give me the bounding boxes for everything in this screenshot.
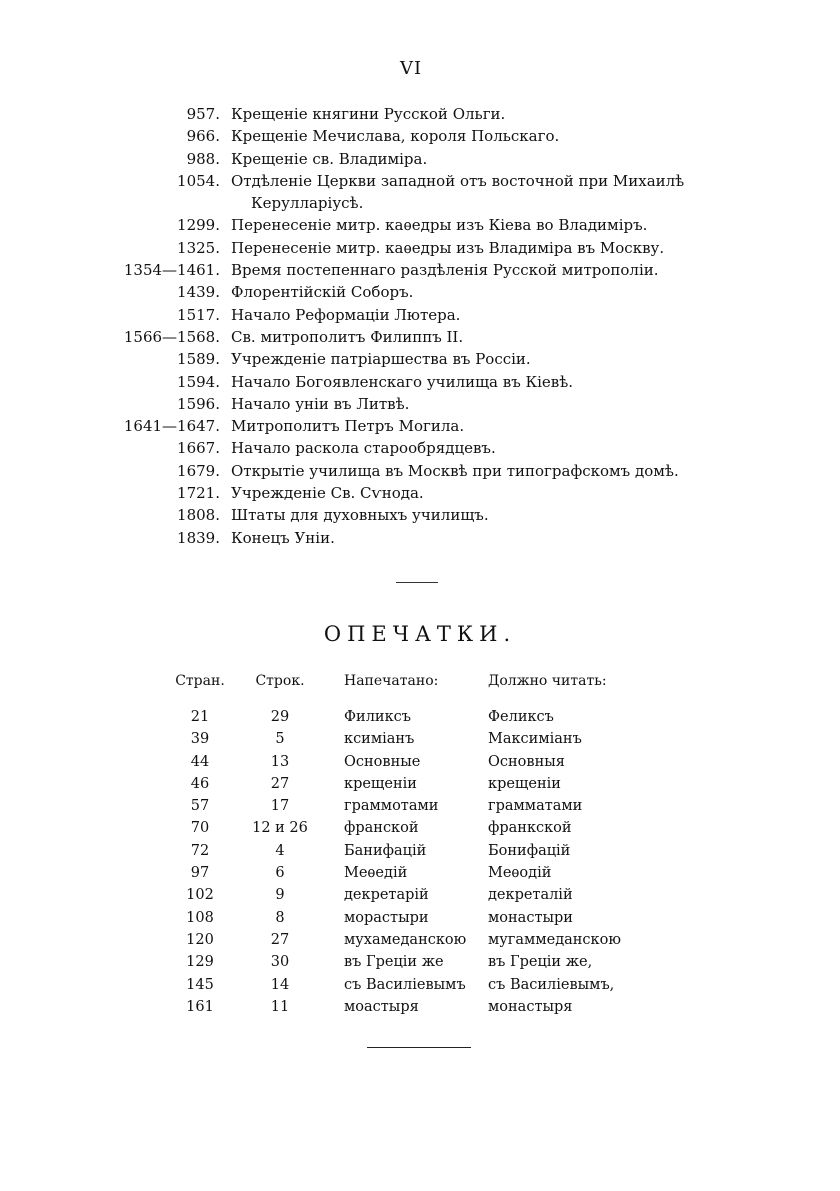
chronology-text: Начало уніи въ Литвѣ. [231, 394, 410, 413]
chronology-text: Время постепеннаго раздѣленія Русской митрополіи. [231, 261, 659, 280]
cell-printed: морастыри [344, 909, 429, 926]
table-row [0, 773, 840, 795]
header-correct: Должно читать: [488, 673, 607, 689]
chronology-text: Крещеніе св. Владиміра. [231, 149, 428, 168]
cell-printed: Основные [344, 753, 421, 770]
chronology-entry [0, 527, 840, 549]
cell-correct: крещеніи [488, 775, 561, 792]
cell-page: 129 [186, 954, 214, 971]
cell-correct: Феликсъ [488, 709, 554, 725]
cell-correct: Основныя [488, 753, 565, 770]
table-row [0, 728, 840, 750]
chronology-text: Крещеніе Мечислава, короля Польскаго. [231, 127, 560, 146]
cell-correct: франкской [488, 820, 572, 837]
table-row [0, 706, 840, 728]
chronology-year: 1299. [177, 216, 220, 235]
chronology-text: Конецъ Уніи. [231, 528, 335, 547]
cell-page: 39 [190, 731, 210, 748]
chronology-entry [0, 281, 840, 303]
chronology-entry [0, 460, 840, 482]
errata-header-row [0, 670, 840, 706]
table-row [0, 907, 840, 929]
errata-title: ОПЕЧАТКИ. [323, 622, 517, 646]
chronology-year: 1641—1647. [123, 417, 220, 436]
cell-line: 4 [275, 842, 285, 859]
closing-rule [367, 1047, 471, 1048]
chronology-year: 1679. [177, 461, 220, 480]
chronology-entry [0, 415, 840, 437]
chronology-year: 1054. [177, 171, 220, 190]
cell-correct: Максиміанъ [488, 731, 582, 748]
chronology-entry [0, 259, 840, 281]
chronology-year: 1596. [177, 394, 220, 413]
chronology-text: Перенесеніе митр. каѳедры изъ Кіева во Владиміръ. [231, 216, 648, 235]
table-row [0, 817, 840, 839]
chronology-year: 1517. [177, 305, 220, 324]
table-row [0, 751, 840, 773]
cell-printed: граммотами [344, 798, 439, 815]
chronology-year: 1566—1568. [123, 327, 220, 346]
cell-line: 5 [275, 731, 285, 748]
cell-page: 70 [190, 820, 210, 837]
table-row [0, 929, 840, 951]
cell-printed: крещеніи [344, 775, 417, 792]
chronology-text: Учрежденіе патріаршества въ Россіи. [231, 350, 531, 369]
cell-printed: моастыря [344, 998, 419, 1015]
cell-page: 72 [190, 842, 210, 859]
chronology-text: Св. митрополитъ Филиппъ II. [231, 327, 464, 346]
chronology-year: 1808. [177, 506, 220, 525]
chronology-year: 1589. [177, 350, 220, 369]
chronology-text: Флорентійскій Соборъ. [231, 283, 414, 302]
chronology-text-continuation: Керулларіусѣ. [251, 194, 364, 213]
chronology-entry [0, 326, 840, 348]
cell-line: 13 [270, 753, 290, 770]
cell-printed: въ Греціи же [344, 954, 444, 971]
chronology-year: 966. [186, 127, 220, 146]
table-row [0, 974, 840, 996]
header-page: Стран. [175, 673, 225, 689]
chronology-text: Начало Реформаціи Лютера. [231, 305, 461, 324]
chronology-year: 1721. [177, 484, 220, 503]
chronology-entry [0, 170, 840, 215]
table-row [0, 884, 840, 906]
chronology-entry [0, 348, 840, 370]
section-divider [396, 582, 438, 583]
table-row [0, 795, 840, 817]
table-row [0, 996, 840, 1018]
cell-correct: Меѳодій [488, 865, 552, 882]
cell-correct: монастыри [488, 909, 573, 926]
cell-page: 161 [186, 998, 214, 1015]
chronology-entry [0, 304, 840, 326]
cell-page: 120 [186, 931, 214, 948]
cell-line: 29 [270, 709, 290, 725]
chronology-year: 1594. [177, 372, 220, 391]
cell-correct: декреталій [488, 887, 573, 904]
cell-page: 108 [186, 909, 214, 926]
cell-line: 11 [270, 998, 290, 1015]
cell-page: 46 [190, 775, 210, 792]
cell-correct: въ Греціи же, [488, 954, 593, 971]
chronology-list [0, 103, 840, 549]
chronology-text: Штаты для духовныхъ училищъ. [231, 506, 489, 525]
chronology-entry [0, 214, 840, 236]
chronology-entry [0, 371, 840, 393]
chronology-text: Крещеніе княгини Русской Ольги. [231, 105, 506, 123]
chronology-text: Открытіе училища въ Москвѣ при типографскомъ домѣ. [231, 461, 679, 480]
cell-line: 30 [270, 954, 290, 971]
chronology-text: Начало раскола старообрядцевъ. [231, 439, 496, 458]
cell-printed: франской [344, 820, 419, 837]
errata-table [0, 670, 840, 1018]
table-row [0, 951, 840, 973]
chronology-entry [0, 237, 840, 259]
cell-printed: Филиксъ [344, 709, 411, 725]
cell-page: 44 [190, 753, 210, 770]
cell-printed: декретарій [344, 887, 429, 904]
cell-line: 6 [275, 865, 285, 882]
table-row [0, 862, 840, 884]
table-row [0, 840, 840, 862]
chronology-year: 957. [186, 105, 220, 123]
cell-printed: мухамеданскою [344, 931, 467, 948]
chronology-entry [0, 125, 840, 147]
cell-page: 145 [186, 976, 214, 993]
chronology-text: Перенесеніе митр. каѳедры изъ Владиміра въ Москву. [231, 238, 665, 257]
cell-page: 102 [186, 887, 214, 904]
cell-page: 57 [190, 798, 210, 815]
cell-line: 9 [275, 887, 285, 904]
chronology-text: Отдѣленіе Церкви западной отъ восточной при Михаилѣ [231, 171, 685, 190]
cell-correct: Бонифацій [488, 842, 571, 859]
cell-line: 27 [270, 931, 290, 948]
cell-correct: съ Василіевымъ, [488, 976, 615, 993]
chronology-year: 1354—1461. [123, 261, 220, 280]
chronology-year: 1439. [177, 283, 220, 302]
chronology-entry [0, 482, 840, 504]
chronology-year: 1325. [177, 238, 220, 257]
cell-printed: ксиміанъ [344, 731, 415, 748]
cell-line: 12 и 26 [252, 820, 308, 837]
chronology-entry [0, 103, 840, 125]
cell-line: 14 [270, 976, 290, 993]
cell-page: 97 [190, 865, 210, 882]
chronology-year: 1667. [177, 439, 220, 458]
chronology-text: Учрежденіе Св. Сѵнода. [231, 484, 424, 503]
cell-line: 8 [275, 909, 285, 926]
cell-correct: монастыря [488, 998, 573, 1015]
cell-line: 17 [270, 798, 290, 815]
chronology-entry [0, 504, 840, 526]
chronology-entry [0, 148, 840, 170]
cell-page: 21 [190, 709, 210, 725]
cell-printed: съ Василіевымъ [344, 976, 466, 993]
cell-line: 27 [270, 775, 290, 792]
page-number: VI [400, 58, 423, 79]
chronology-entry [0, 393, 840, 415]
chronology-year: 1839. [177, 528, 220, 547]
cell-printed: Меѳедій [344, 865, 408, 882]
cell-printed: Банифацій [344, 842, 427, 859]
chronology-text: Начало Богоявленскаго училища въ Кіевѣ. [231, 372, 574, 391]
cell-correct: мугаммеданскою [488, 931, 621, 948]
header-printed: Напечатано: [344, 673, 439, 689]
cell-correct: грамматами [488, 798, 583, 815]
chronology-text: Митрополитъ Петръ Могила. [231, 417, 465, 436]
chronology-year: 988. [186, 149, 220, 168]
header-line: Строк. [255, 673, 305, 689]
chronology-entry [0, 437, 840, 459]
